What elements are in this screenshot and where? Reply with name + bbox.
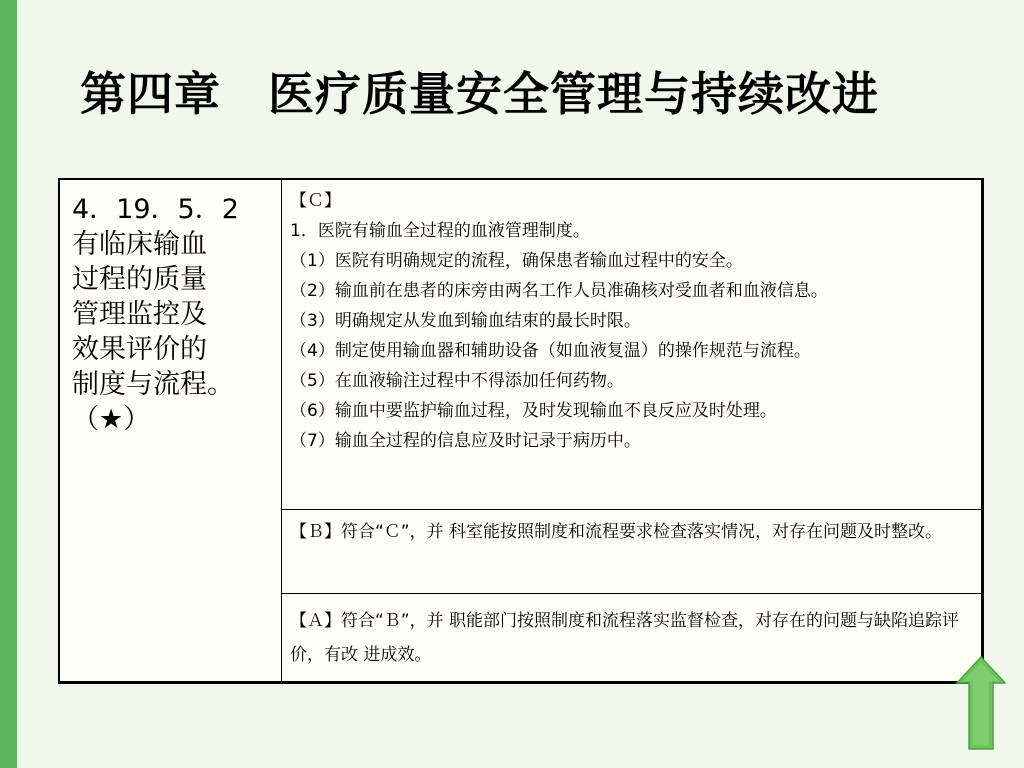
up-arrow-icon[interactable] [955,655,1007,751]
criteria-column [282,180,981,681]
standard-cell [60,180,282,681]
standard-table [58,178,984,684]
grade-b-section [282,510,981,594]
standard-line: 效果评价的 [72,334,207,365]
standard-line: 有临床输血 [72,229,207,260]
grade-a-text: 【Ａ】符合“Ｂ”，并 职能部门按照制度和流程落实监督检查，对存在的问题与缺陷追踪评价，有改 进成效。 [290,611,960,665]
grade-a-section [282,594,981,681]
grade-c-item: （7）输血全过程的信息应及时记录于病历中。 [290,431,641,451]
grade-c-section [282,180,981,510]
standard-line: 管理监控及 [72,299,207,330]
standard-line: （★） [72,404,151,435]
left-accent-bar [0,0,17,768]
standard-line: 制度与流程。 [72,369,234,400]
grade-c-item: （3）明确规定从发血到输血结束的最长时限。 [290,311,641,331]
grade-c-item: （6）输血中要监护输血过程，及时发现输血不良反应及时处理。 [290,401,777,421]
grade-c-item: （4）制定使用输血器和辅助设备（如血液复温）的操作规范与流程。 [290,341,811,361]
grade-c-item: 1．医院有输血全过程的血液管理制度。 [290,221,590,241]
grade-c-item: （2）输血前在患者的床旁由两名工作人员准确核对受血者和血液信息。 [290,281,828,301]
grade-c-item: （5）在血液输注过程中不得添加任何药物。 [290,371,624,391]
grade-b-text: 【Ｂ】符合“Ｃ”，并 科室能按照制度和流程要求检查落实情况，对存在问题及时整改。 [290,522,943,542]
standard-line: 过程的质量 [72,264,207,295]
grade-c-heading: 【Ｃ】 [290,191,341,211]
page-title: 第四章 医疗质量安全管理与持续改进 [80,67,879,121]
standard-line: 4．19．5．2 [72,194,239,225]
grade-c-item: （1）医院有明确规定的流程，确保患者输血过程中的安全。 [290,251,743,271]
